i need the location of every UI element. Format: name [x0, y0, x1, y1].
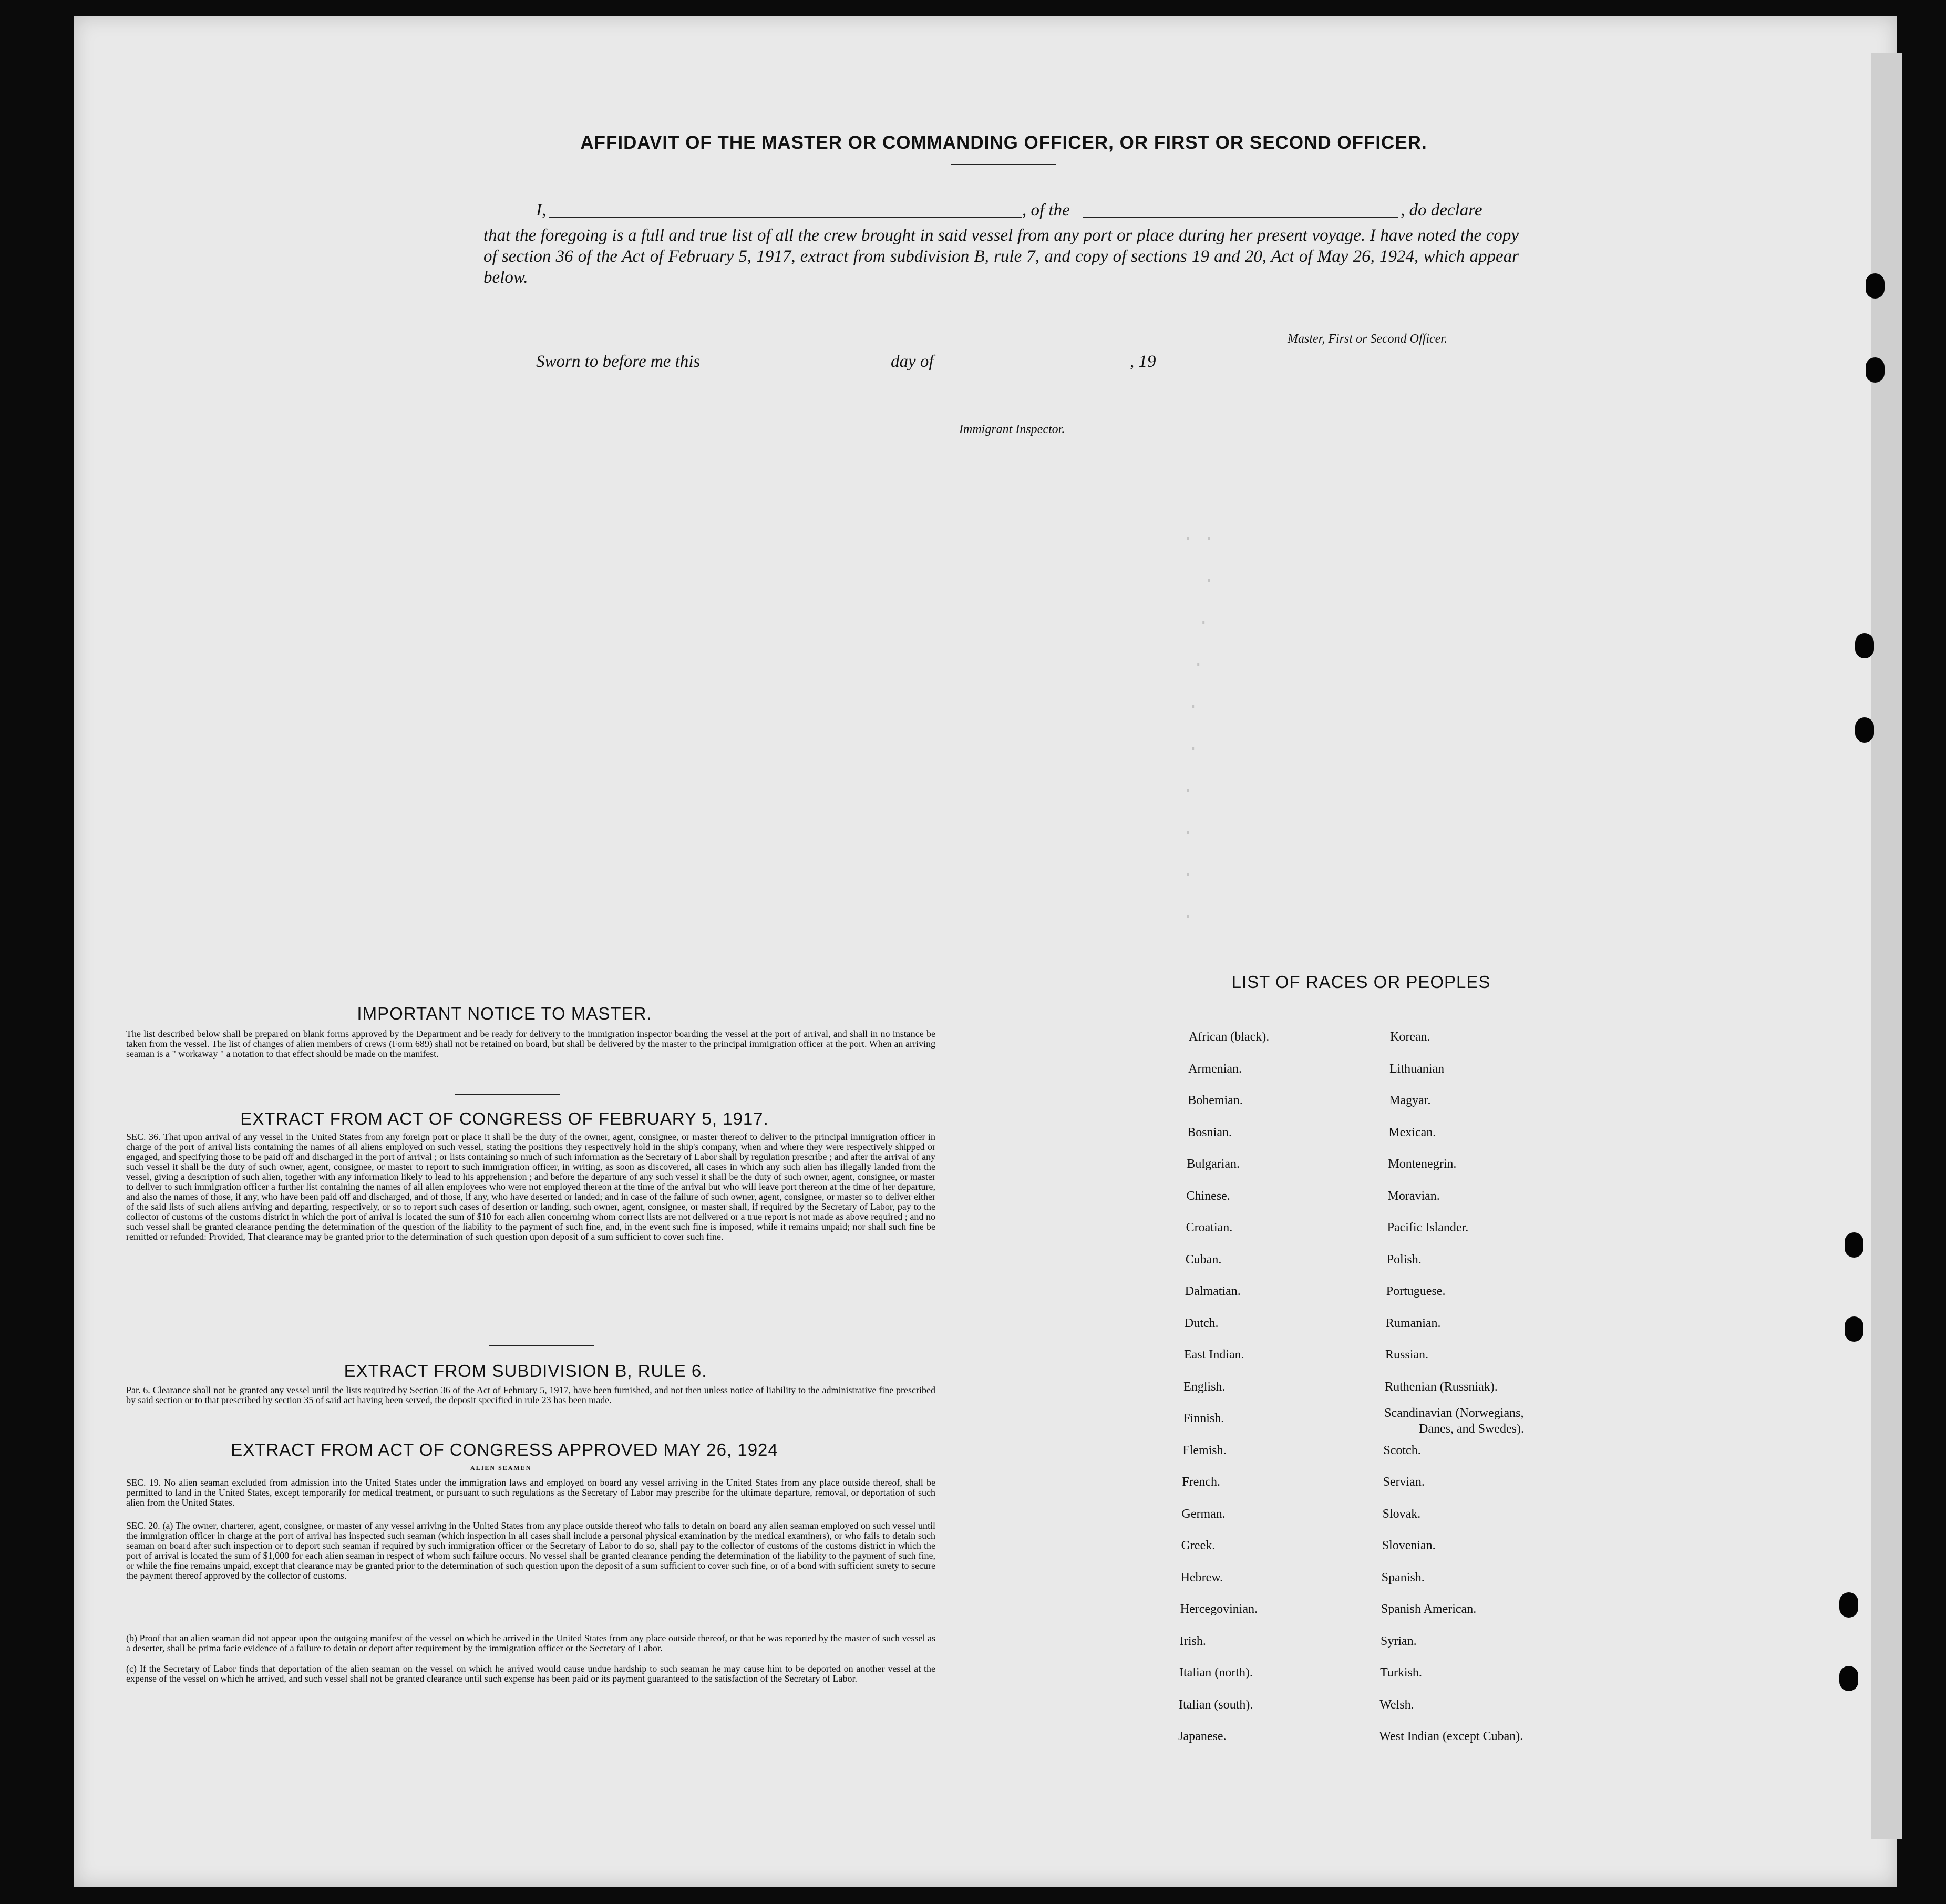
punch-hole	[1839, 1666, 1858, 1691]
race-item: Croatian.	[1186, 1221, 1233, 1234]
punch-hole	[1866, 273, 1885, 299]
race-item: Bulgarian.	[1187, 1157, 1240, 1171]
races-title: LIST OF RACES OR PEOPLES	[1231, 972, 1491, 992]
affidavit-title: AFFIDAVIT OF THE MASTER OR COMMANDING OFFICER, OR FIRST OR SECOND OFFICER.	[580, 132, 1427, 153]
race-item: East Indian.	[1184, 1348, 1244, 1362]
punch-hole	[1845, 1232, 1863, 1258]
race-item: Bosnian.	[1187, 1125, 1232, 1139]
punch-hole	[1845, 1316, 1863, 1342]
race-item: Spanish.	[1381, 1570, 1425, 1584]
day-of-label: day of	[891, 352, 934, 371]
race-item: Mexican.	[1388, 1125, 1436, 1139]
race-item: Italian (south).	[1179, 1697, 1253, 1712]
extract-rule6-text: Par. 6. Clearance shall not be granted any vessel until the lists required by Section 36 of the Act of February 5, 1917, have been furnished, and not then unless notice of liability to the administrative fine prescribed by said section or to that prescribed by section 35 of said act having been served, the deposit specified in rule 23 has been made.	[126, 1385, 935, 1405]
race-item: Portuguese.	[1386, 1284, 1446, 1298]
race-item: Hercegovinian.	[1180, 1602, 1258, 1616]
race-item: Bohemian.	[1188, 1094, 1243, 1107]
race-item: Korean.	[1390, 1030, 1430, 1044]
notice-title: IMPORTANT NOTICE TO MASTER.	[357, 1004, 652, 1023]
race-item: Syrian.	[1381, 1634, 1417, 1648]
race-item: West Indian (except Cuban).	[1379, 1730, 1523, 1743]
do-declare-label: , do declare	[1401, 201, 1482, 220]
sworn-label: Sworn to before me this	[536, 352, 701, 371]
race-item: Polish.	[1386, 1252, 1422, 1267]
race-item: Finnish.	[1183, 1412, 1224, 1425]
race-item: Slovak.	[1382, 1507, 1421, 1521]
race-item: Cuban.	[1185, 1252, 1222, 1267]
race-item: Spanish American.	[1381, 1602, 1477, 1616]
race-item: Turkish.	[1380, 1666, 1422, 1680]
extract-1924-sec19: SEC. 19. No alien seaman excluded from admission into the United States under the immigration laws and employed on board any vessel arriving in the United States from any place outside thereof, shall be permitted to land in the United States, except temporarily for medical treatment, or pursuant to such regulations as the Secretary of Labor may prescribe for the ultimate departure, removal, or deportation of such alien from the United States.	[126, 1477, 935, 1508]
race-item: African (black).	[1189, 1030, 1270, 1044]
punch-hole	[1855, 633, 1874, 658]
extract-1924-sec20a: SEC. 20. (a) The owner, charterer, agent, consignee, or master of any vessel arriving in the United States from any place outside thereof who fails to detain on board any alien seaman employed on such vessel until the immigration officer in charge at the port of arrival has inspected such seaman (which inspection in all cases shall include a personal physical examination by the medical examiners), or who fails to detain such seaman on board after such inspection or to deport such seaman if required by such immigration officer or the Secretary of Labor to do so, shall pay to the collector of customs of the customs district in which the port of arrival is located the sum of $1,000 for each alien seaman in respect of whom such failure occurs. No vessel shall be granted clearance pending the determination of the liability to the payment of such fine, or while the fine remains unpaid, except that clearance may be granted prior to the determination of such question upon the deposit of a sum sufficient to cover such fine, or of a bond with sufficient surety to secure the payment thereof approved by the collector of customs.	[126, 1520, 935, 1581]
punch-hole	[1855, 717, 1874, 743]
affidavit-body: that the foregoing is a full and true list of all the crew brought in said vessel from any port or place during her present voyage. I have noted the copy of section 36 of the Act of February 5, 1917, extract from subdivision B, rule 7, and copy of sections 19 and 20, Act of May 26, 1924, which appear below.	[483, 226, 1519, 287]
race-item: Italian (north).	[1179, 1666, 1253, 1680]
section-divider	[455, 1094, 560, 1095]
extract-1924-sec20c: (c) If the Secretary of Labor finds that deportation of the alien seaman on the vessel on which he arrived would cause undue hardship to such seaman he may cause him to be deported on another vessel at the expense of the vessel on which he arrived, and such vessel shall not be granted clearance until such expense has been paid or its payment guaranteed to the satisfaction of the Secretary of Labor.	[126, 1663, 935, 1684]
race-item: Moravian.	[1387, 1189, 1440, 1203]
race-item: Magyar.	[1389, 1094, 1431, 1107]
page-edge	[1871, 53, 1902, 1839]
race-item: English.	[1183, 1380, 1226, 1394]
section-divider	[489, 1345, 594, 1346]
race-item: Hebrew.	[1180, 1570, 1223, 1584]
race-item: Montenegrin.	[1388, 1157, 1457, 1171]
of-the-label: , of the	[1022, 201, 1070, 220]
race-item: French.	[1182, 1475, 1221, 1489]
punch-hole	[1866, 357, 1885, 383]
notice-text: The list described below shall be prepared on blank forms approved by the Department and be ready for delivery to the immigration inspector boarding the vessel at the port of arrival, and shall in no instance be taken from the vessel. The list of changes of alien members of crews (Form 689) shall not be retained on board, but shall be delivered by the master to the principal immigration officer at the port. When an arriving seaman is a " workaway " a notation to that effect should be made on the manifest.	[126, 1028, 935, 1059]
extract-1924-title: EXTRACT FROM ACT OF CONGRESS APPROVED MAY 26, 1924	[231, 1440, 778, 1459]
extract-rule6-title: EXTRACT FROM SUBDIVISION B, RULE 6.	[344, 1361, 707, 1381]
race-item: Chinese.	[1186, 1189, 1230, 1203]
vessel-name-line[interactable]	[1083, 217, 1398, 218]
officer-caption: Master, First or Second Officer.	[1288, 332, 1447, 346]
race-item: Rumanian.	[1385, 1316, 1441, 1330]
race-item: Dutch.	[1184, 1316, 1219, 1330]
extract-1924-sec20b: (b) Proof that an alien seaman did not appear upon the outgoing manifest of the vessel on which he arrived in the United States from any place outside thereof, or that he was reported by the master of such vessel as a deserter, shall be prima facie evidence of a failure to detain or deport after requirement by the immigration officer or the Secretary of Labor.	[126, 1633, 935, 1653]
race-item: Flemish.	[1182, 1443, 1227, 1457]
punch-hole	[1839, 1592, 1858, 1618]
race-item: Japanese.	[1178, 1730, 1227, 1743]
race-item: Armenian.	[1188, 1062, 1242, 1076]
race-item: Ruthenian (Russniak).	[1385, 1380, 1498, 1394]
extract-1924-subtitle: ALIEN SEAMEN	[470, 1464, 532, 1471]
race-item: Slovenian.	[1382, 1539, 1436, 1552]
extract-1917-text: SEC. 36. That upon arrival of any vessel in the United States from any foreign port or place it shall be the duty of the owner, agent, consignee, or master thereof to deliver to the principal immigration officer in charge of the port of arrival lists containing the names of all aliens employed on such vessel, stating the positions they respectively hold in the ship's company, when and where they were respectively shipped or engaged, and specifying those to be paid off and discharged in the port of arrival ; or lists containing so much of such information as the Secretary of Labor shall by regulation prescribe ; and after the arrival of any such vessel it shall be the duty of such owner, agent, consignee, or master to report to such immigration officer, in writing, as soon as discovered, all cases in which any such alien has illegally landed from the vessel, giving a description of such alien, together with any information likely to lead to his apprehension ; and before the departure of any such vessel it shall be the duty of such owner, agent, consignee, or master to deliver to such immigration officer a further list containing the names of all alien employees who were not employed thereon at the time of the arrival but who will leave port thereon at the time of her departure, and also the names of those, if any, who have been paid off and discharged, and of those, if any, who have deserted or landed; and in case of the failure of such owner, agent, consignee, or master so to deliver either of the said lists of such aliens arriving and departing, respectively, or so to report such cases of desertion or landing, such owner, agent, consignee, or master shall, if required by the Secretary of Labor, pay to the collector of customs of the customs district in which the port of arrival is located the sum of $10 for each alien concerning whom correct lists are not delivered or a true report is not made as above required ; and no such vessel shall be granted clearance pending the determination of the question of the liability to the payment of such fine, and, in the event such fine is imposed, while it remains unpaid; nor shall such fine be remitted or refunded: Provided, That clearance may be granted prior to the determination of such question upon deposit of a sum sufficient to cover such fine.	[126, 1131, 935, 1242]
race-item: Servian.	[1383, 1475, 1425, 1489]
race-item: Danes, and Swedes).	[1419, 1422, 1524, 1436]
race-item: Lithuanian	[1389, 1062, 1445, 1076]
declarant-name-line[interactable]	[549, 217, 1022, 218]
race-item: Dalmatian.	[1185, 1284, 1241, 1298]
race-item: Greek.	[1181, 1539, 1216, 1552]
title-underline	[951, 164, 1056, 165]
inspector-caption: Immigrant Inspector.	[959, 423, 1065, 436]
declarant-i-label: I,	[536, 201, 547, 220]
race-item: Russian.	[1385, 1348, 1429, 1362]
year-label: , 19	[1130, 352, 1156, 371]
race-item: Scandinavian (Norwegians,	[1384, 1406, 1524, 1420]
race-item: Pacific Islander.	[1387, 1221, 1469, 1234]
document-page	[74, 16, 1897, 1887]
extract-1917-title: EXTRACT FROM ACT OF CONGRESS OF FEBRUARY 5, 1917.	[240, 1109, 769, 1128]
race-item: Welsh.	[1379, 1697, 1414, 1712]
race-item: Scotch.	[1383, 1443, 1421, 1457]
race-item: German.	[1181, 1507, 1226, 1521]
race-item: Irish.	[1179, 1634, 1206, 1648]
